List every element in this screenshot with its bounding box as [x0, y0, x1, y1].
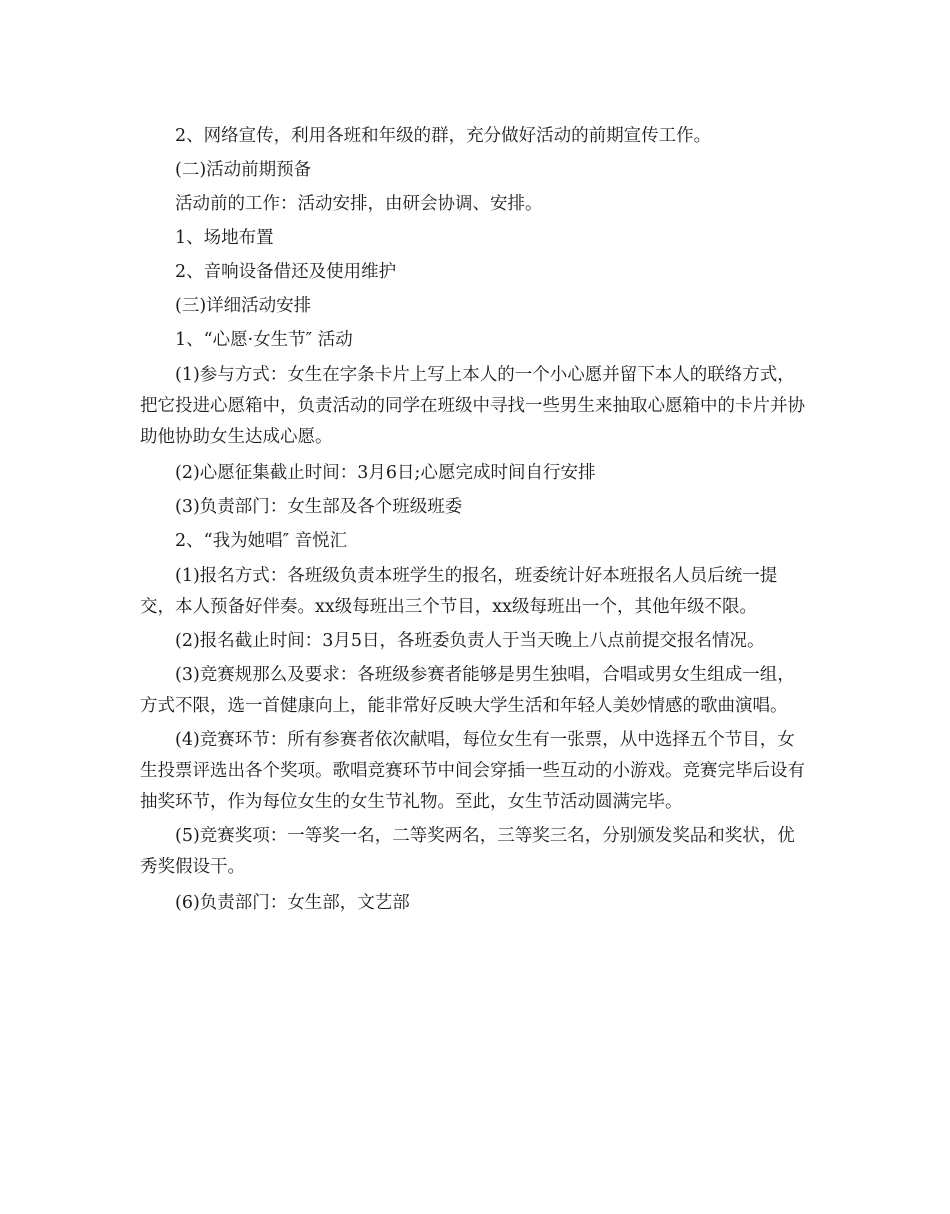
paragraph: 2、网络宣传，利用各班和年级的群，充分做好活动的前期宣传工作。: [175, 126, 712, 146]
paragraph: (5)竞赛奖项：一等奖一名，二等奖两名，三等奖三名，分别颁发奖品和奖状，优秀奖假设干。: [140, 826, 795, 877]
paragraph: (2)报名截止时间：3月5日，各班委负责人于当天晚上八点前提交报名情况。: [175, 631, 765, 651]
subsection-heading: 2、“我为她唱″ 音悦汇: [175, 531, 348, 551]
paragraph: (1)参与方式：女生在字条卡片上写上本人的一个小心愿并留下本人的联络方式，把它投进心愿箱中，负责活动的同学在班级中寻找一些男生来抽取心愿箱中的卡片并协助他协助女生达成心愿。: [140, 365, 805, 447]
section-heading: (二)活动前期预备: [175, 160, 312, 180]
paragraph: (6)负责部门：女生部，文艺部: [175, 893, 410, 913]
paragraph: (4)竞赛环节：所有参赛者依次献唱，每位女生有一张票，从中选择五个节目，女生投票评选出各个奖项。歌唱竞赛环节中间会穿插一些互动的小游戏。竞赛完毕后设有抽奖环节，作为每位女生的女生节礼物。至此，女生节活动圆满完毕。: [140, 730, 805, 812]
document-body: [140, 119, 812, 920]
paragraph: (3)负责部门：女生部及各个班级班委: [175, 497, 463, 517]
subsection-heading: 1、“心愿·女生节″ 活动: [175, 330, 353, 350]
paragraph: (3)竞赛规那么及要求：各班级参赛者能够是男生独唱，合唱或男女生组成一组，方式不限，选一首健康向上，能非常好反映大学生活和年轻人美妙情感的歌曲演唱。: [140, 665, 795, 716]
paragraph: (1)报名方式：各班级负责本班学生的报名，班委统计好本班报名人员后统一提交，本人预备好伴奏。xx级每班出三个节目，xx级每班出一个，其他年级不限。: [140, 566, 778, 617]
list-item: 2、音响设备借还及使用维护: [175, 262, 397, 282]
paragraph: 活动前的工作：活动安排，由研会协调、安排。: [175, 194, 543, 214]
section-heading: (三)详细活动安排: [175, 296, 312, 316]
paragraph: (2)心愿征集截止时间：3月6日;心愿完成时间自行安排: [175, 463, 596, 483]
list-item: 1、场地布置: [175, 228, 274, 248]
